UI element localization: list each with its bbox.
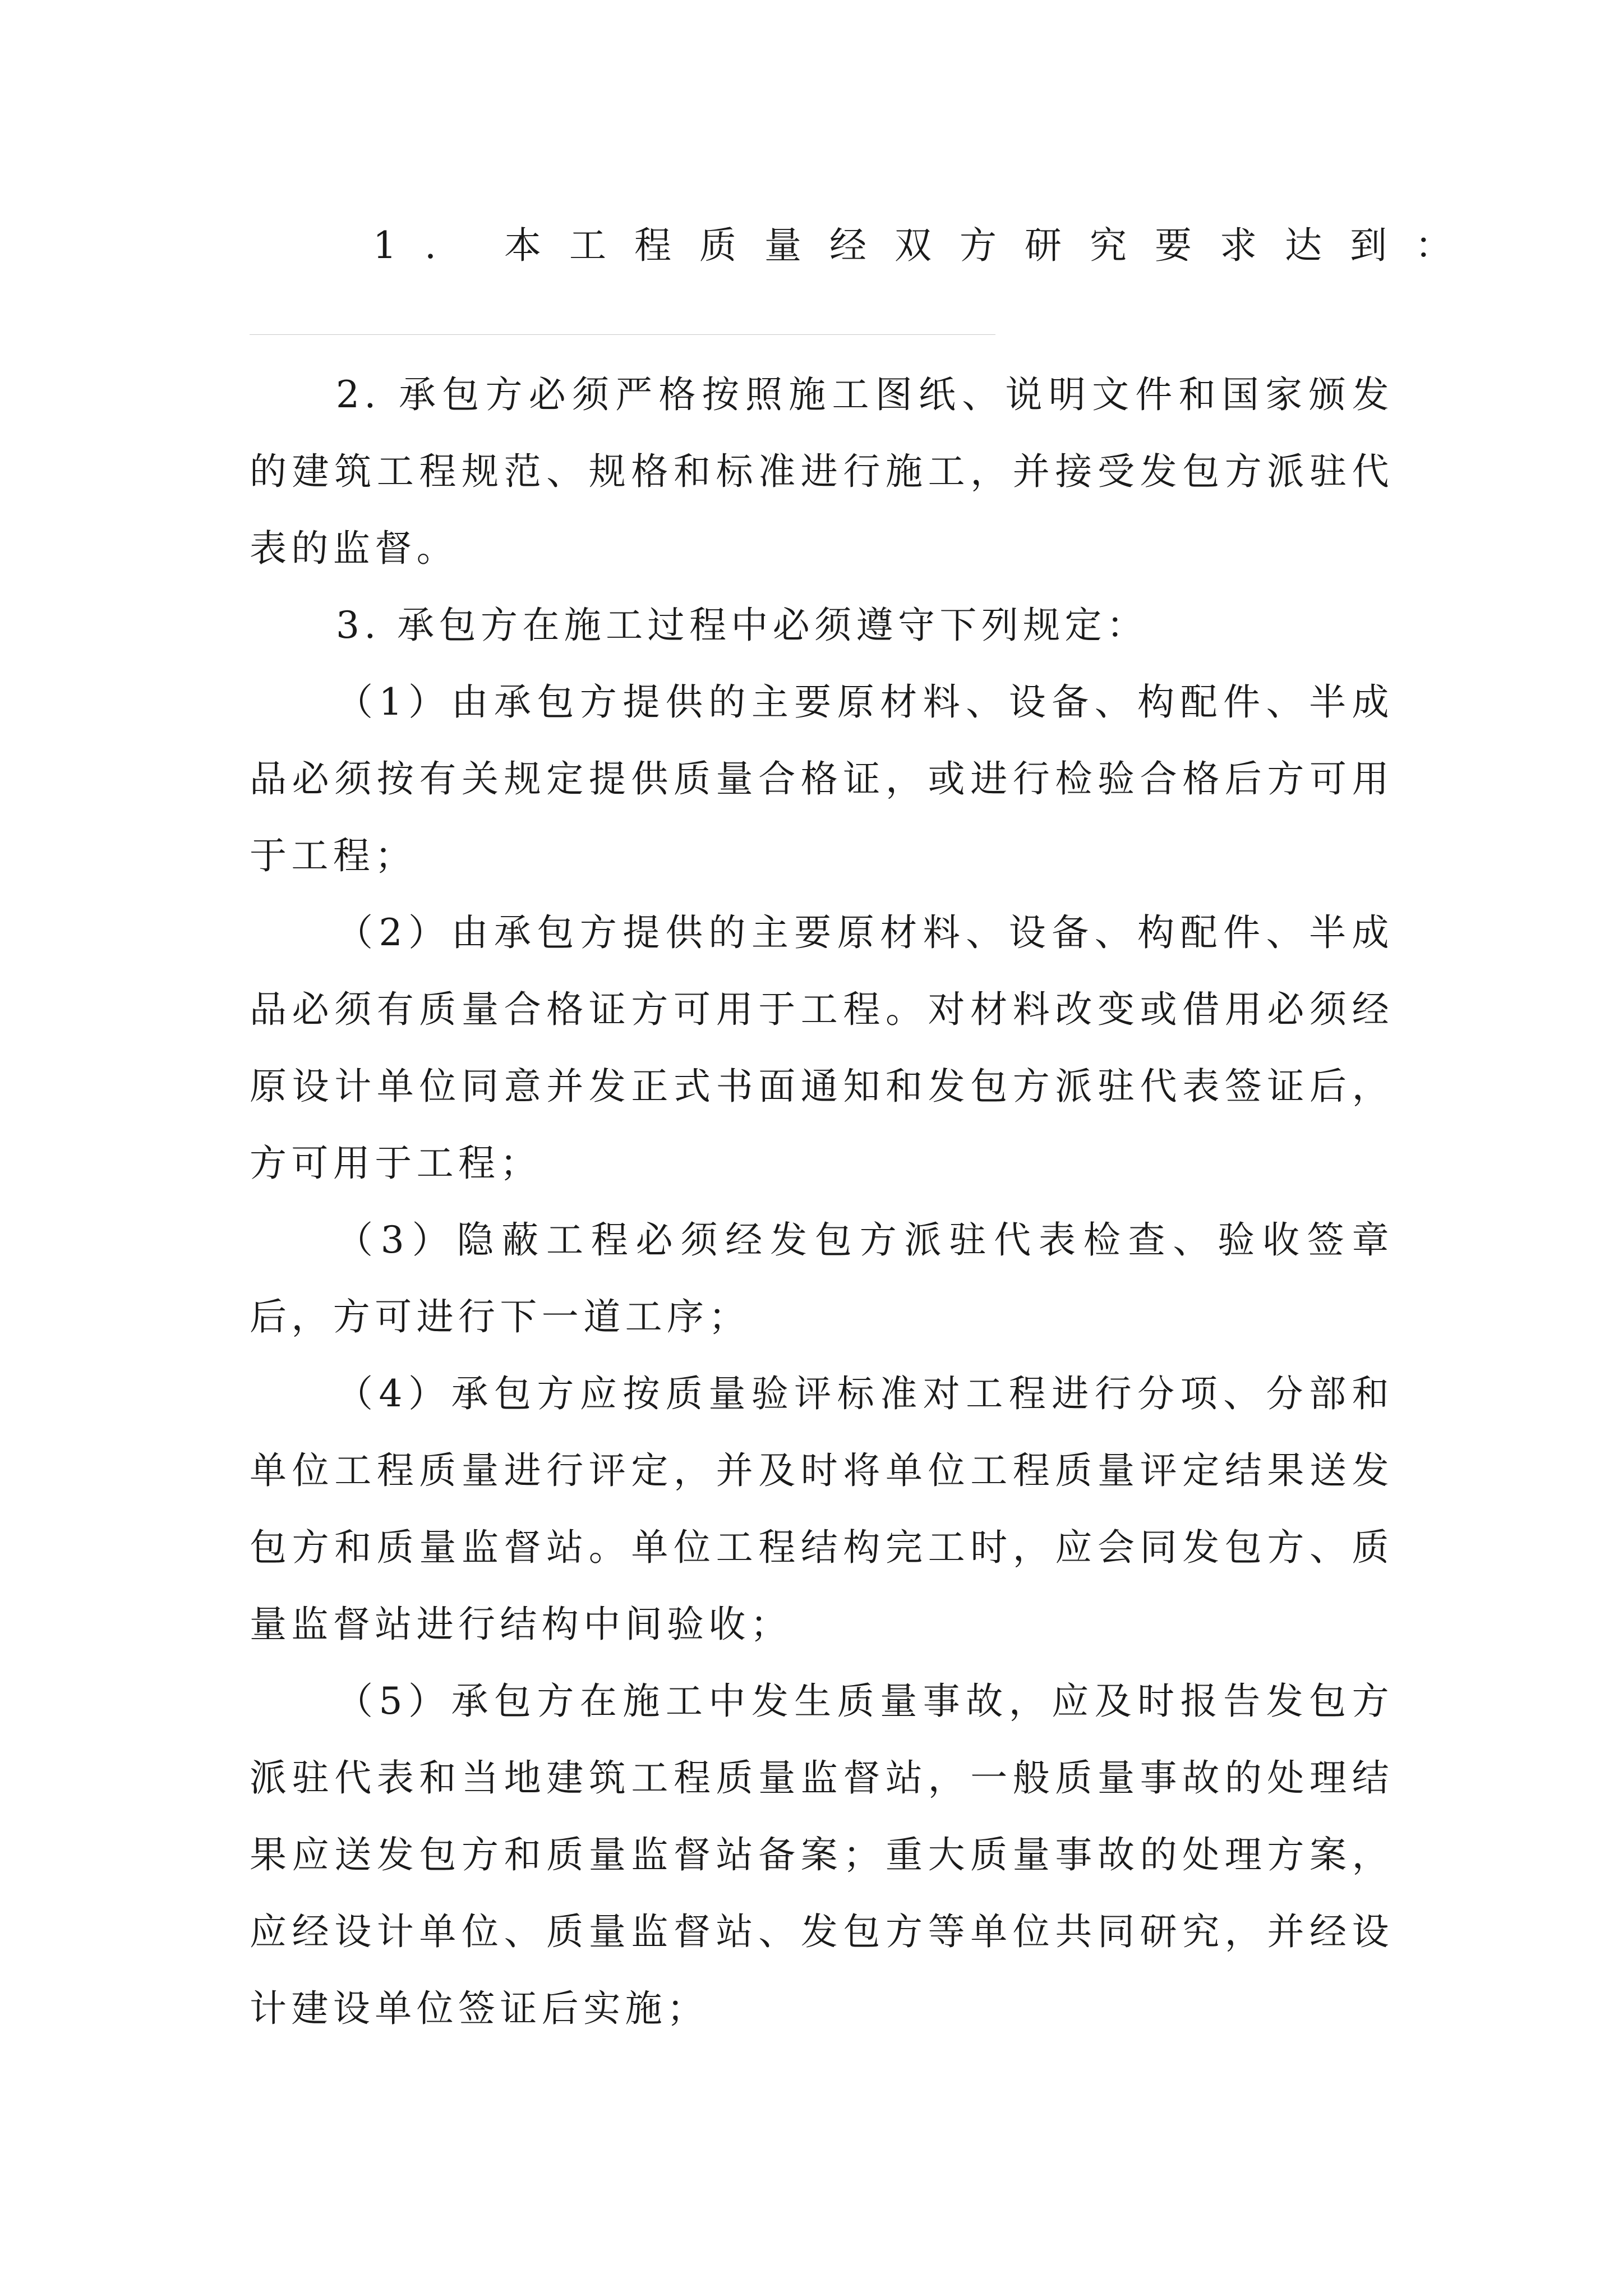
clause-3-sub-5: （5）承包方在施工中发生质量事故，应及时报告发包方派驻代表和当地建筑工程质量监督站，一般质量事故的处理结果应送发包方和质量监督站备案；重大质量事故的处理方案，应经设计单位、质量监督站、发包方等单位共同研究，并经设计建设单位签证后实施； <box>250 1680 1394 2030</box>
document-body <box>250 219 1480 2047</box>
clause-3-sub-4: （4）承包方应按质量验评标准对工程进行分项、分部和单位工程质量进行评定，并及时将单位工程质量评定结果送发包方和质量监督站。单位工程结构完工时，应会同发包方、质量监督站进行结构中间验收； <box>250 1372 1394 1646</box>
clause-3-sub-3: （3）隐蔽工程必须经发包方派驻代表检查、验收签章后，方可进行下一道工序； <box>250 1218 1394 1338</box>
clause-3: 3. 承包方在施工过程中必须遵守下列规定： <box>336 604 1149 647</box>
clause-3-sub-1: （1）由承包方提供的主要原材料、设备、构配件、半成品必须按有关规定提供质量合格证，或进行检验合格后方可用于工程； <box>250 680 1394 877</box>
clause-2: 2. 承包方必须严格按照施工图纸、说明文件和国家颁发的建筑工程规范、规格和标准进行施工，并接受发包方派驻代表的监督。 <box>250 373 1394 570</box>
clause-3-sub-2: （2）由承包方提供的主要原材料、设备、构配件、半成品必须有质量合格证方可用于工程。对材料改变或借用必须经原设计单位同意并发正式书面通知和发包方派驻代表签证后，方可用于工程； <box>250 911 1394 1185</box>
fill-in-blank-line <box>250 334 995 335</box>
clause-1: 1. 本工程质量经双方研究要求达到： <box>373 224 1480 267</box>
